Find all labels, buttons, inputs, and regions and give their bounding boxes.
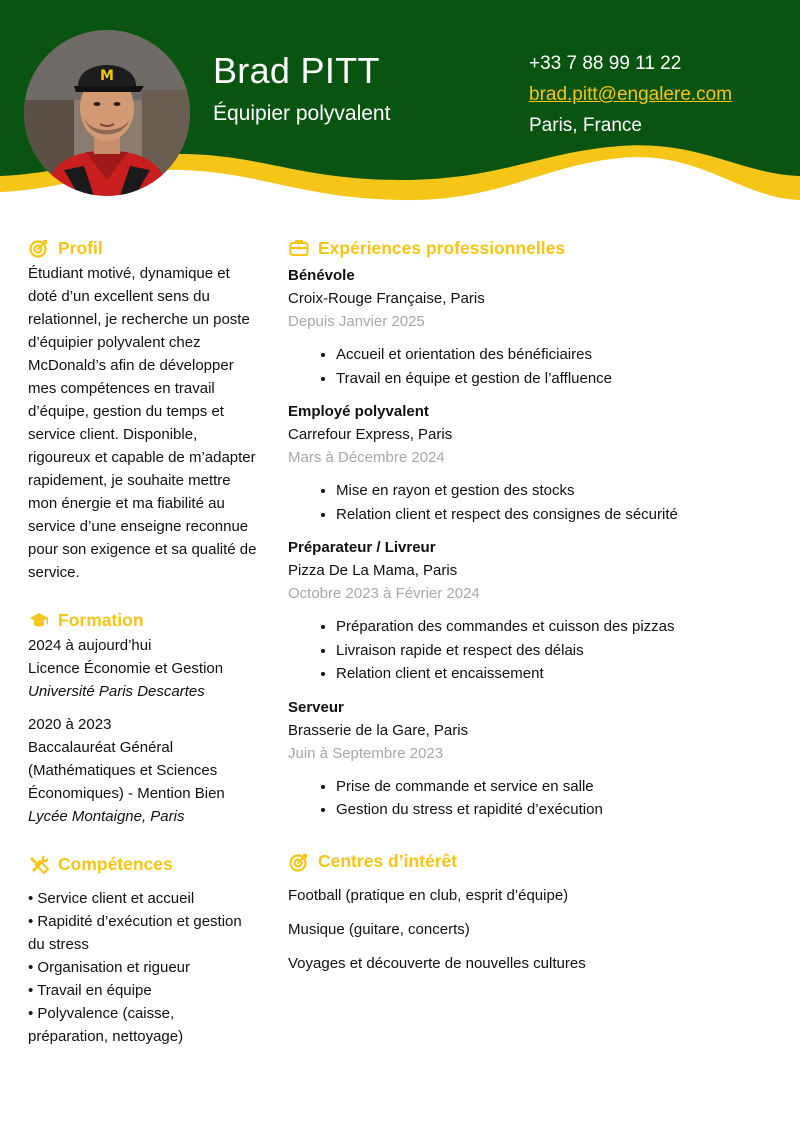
candidate-name: Brad PITT xyxy=(213,50,380,91)
education-degree: Baccalauréat Général (Mathématiques et Sciences Économiques) - Mention Bien xyxy=(28,739,225,802)
experience-heading-label: Expériences professionnelles xyxy=(318,237,566,258)
phone-number: +33 7 88 99 11 22 xyxy=(529,53,682,74)
education-degree: Licence Économie et Gestion xyxy=(28,660,224,677)
education-entry xyxy=(28,713,258,828)
left-column xyxy=(28,236,258,1048)
job-entry xyxy=(288,264,778,390)
tools-icon xyxy=(28,853,50,875)
job-bullet: • Relation client et respect des consignes de sécurité xyxy=(336,503,778,527)
interests-heading xyxy=(288,850,778,874)
education-school: Lycée Montaigne, Paris xyxy=(28,808,185,825)
job-bullet: • Préparation des commandes et cuisson des pizzas xyxy=(336,615,778,639)
skill-item: • Polyvalence (caisse, préparation, nettoyage) xyxy=(28,1005,184,1045)
profile-heading-label: Profil xyxy=(58,237,103,258)
education-school: Université Paris Descartes xyxy=(28,683,205,700)
interest-item: Musique (guitare, concerts) xyxy=(288,920,470,938)
skills-list xyxy=(28,887,258,1048)
header-banner xyxy=(0,0,800,230)
job-bullets xyxy=(336,479,778,526)
skill-item: • Service client et accueil xyxy=(28,890,195,907)
job-company: Brasserie de la Gare, Paris xyxy=(288,721,469,739)
svg-text:M: M xyxy=(100,68,114,84)
education-period: 2024 à aujourd’hui xyxy=(28,637,152,654)
skills-heading-label: Compétences xyxy=(58,853,173,874)
job-title: Serveur xyxy=(288,698,344,716)
job-title: Bénévole xyxy=(288,267,355,284)
job-bullet: • Prise de commande et service en salle xyxy=(336,775,778,799)
job-dates: Depuis Janvier 2025 xyxy=(288,313,425,330)
graduation-cap-icon xyxy=(28,609,50,631)
interest-item: Football (pratique en club, esprit d’équipe) xyxy=(288,886,569,904)
job-bullets xyxy=(336,343,778,390)
contact-block xyxy=(529,48,732,141)
education-period: 2020 à 2023 xyxy=(28,716,112,733)
briefcase-icon xyxy=(288,237,310,259)
profile-text: Étudiant motivé, dynamique et doté d’un excellent sens du relationnel, je recherche un poste d’équipier polyvalent chez McDonald’s afin de développer mes compétences en travail d’équipe, gestion du temps et service client. Disponible, rigoureux et capable de m’adapter rapidement, je souhaite mettre mon énergie et ma fiabilité au service d’une enseigne reconnue pour son exigence et sa qualité de service. xyxy=(28,265,257,581)
job-entry xyxy=(288,696,778,822)
candidate-title: Équipier polyvalent xyxy=(213,102,391,125)
target-icon xyxy=(288,851,310,873)
job-bullet: • Gestion du stress et rapidité d’exécution xyxy=(336,798,778,822)
job-bullet: • Livraison rapide et respect des délais xyxy=(336,639,778,663)
experience-section xyxy=(288,236,778,822)
education-entry xyxy=(28,634,258,703)
job-bullets xyxy=(336,615,778,686)
job-dates: Octobre 2023 à Février 2024 xyxy=(288,585,480,602)
job-bullet: • Travail en équipe et gestion de l’affluence xyxy=(336,367,778,391)
formation-heading xyxy=(28,608,258,632)
formation-section xyxy=(28,608,258,828)
profile-section xyxy=(28,236,258,584)
right-column xyxy=(288,236,778,986)
job-dates: Mars à Décembre 2024 xyxy=(288,449,445,466)
skills-section xyxy=(28,852,258,1048)
job-title: Préparateur / Livreur xyxy=(288,539,436,556)
formation-heading-label: Formation xyxy=(58,609,144,630)
skills-heading xyxy=(28,852,258,876)
job-company: Croix-Rouge Française, Paris xyxy=(288,290,485,307)
job-bullet: • Mise en rayon et gestion des stocks xyxy=(336,479,778,503)
experience-heading xyxy=(288,236,778,260)
job-bullets xyxy=(336,775,778,822)
skill-item: • Travail en équipe xyxy=(28,982,152,999)
job-dates: Juin à Septembre 2023 xyxy=(288,744,444,762)
job-entry xyxy=(288,536,778,686)
interests-heading-label: Centres d’intérêt xyxy=(318,851,458,871)
email-link[interactable]: brad.pitt@engalere.com xyxy=(529,84,733,105)
interests-section xyxy=(288,850,778,975)
interests-list xyxy=(288,884,778,975)
skill-item: • Rapidité d’exécution et gestion du stress xyxy=(28,913,242,953)
job-title: Employé polyvalent xyxy=(288,403,429,420)
skill-item: • Organisation et rigueur xyxy=(28,959,191,976)
job-company: Pizza De La Mama, Paris xyxy=(288,562,458,579)
interest-item: Voyages et découverte de nouvelles cultures xyxy=(288,954,586,972)
target-icon xyxy=(28,237,50,259)
location: Paris, France xyxy=(529,115,642,136)
job-bullet: • Relation client et encaissement xyxy=(336,662,778,686)
profile-heading xyxy=(28,236,258,260)
job-company: Carrefour Express, Paris xyxy=(288,426,453,443)
job-entry xyxy=(288,400,778,526)
profile-photo xyxy=(24,30,190,196)
job-bullet: • Accueil et orientation des bénéficiaires xyxy=(336,343,778,367)
